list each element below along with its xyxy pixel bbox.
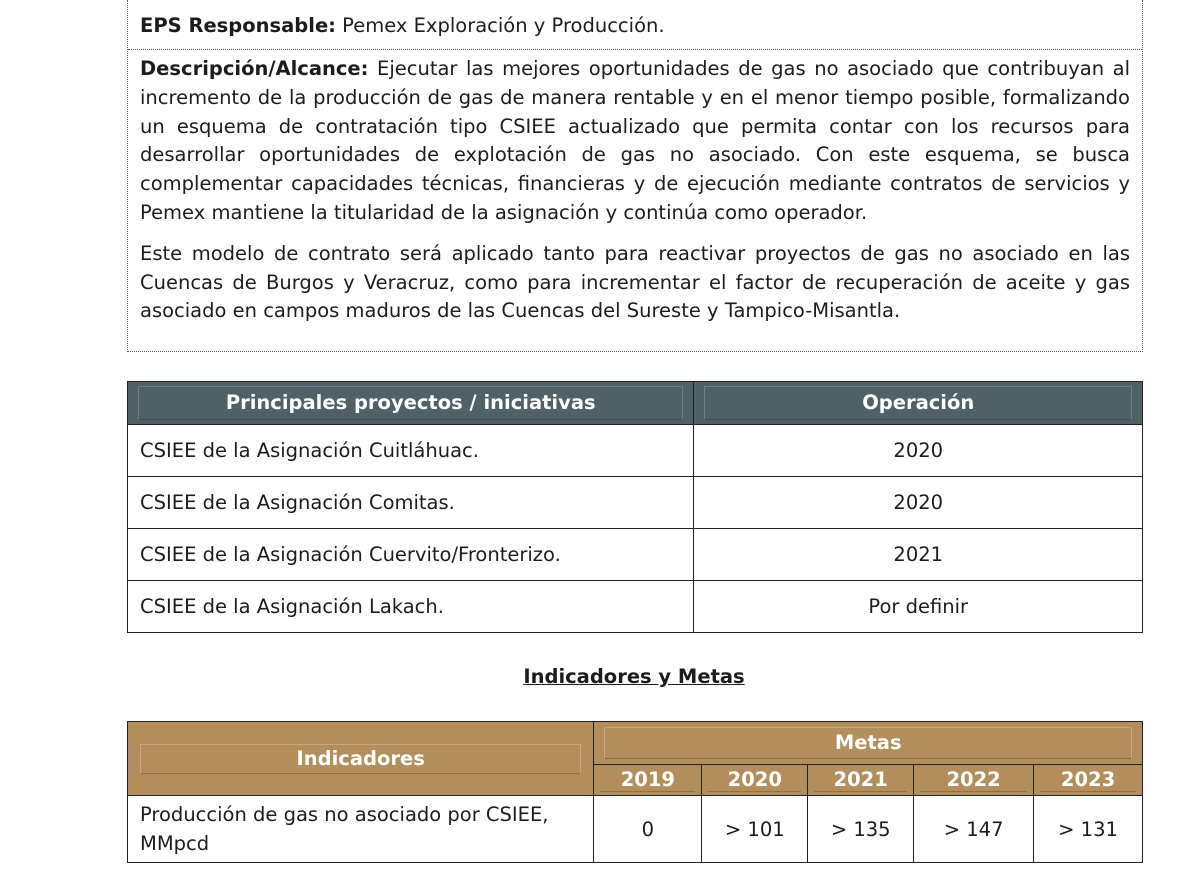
year-header: 2020 bbox=[702, 765, 808, 796]
eps-value: Pemex Exploración y Producción. bbox=[335, 14, 665, 37]
projects-header-row bbox=[128, 382, 1143, 425]
indicator-value: > 101 bbox=[702, 796, 808, 863]
project-operation: 2021 bbox=[694, 529, 1143, 581]
project-info-box bbox=[127, 0, 1143, 352]
project-name: CSIEE de la Asignación Cuervito/Fronterizo. bbox=[128, 529, 694, 581]
description-text: Ejecutar las mejores oportunidades de gas no asociado que contribuyan al incremento de la producción de gas de manera rentable y en el menor tiempo posible, formalizando un esquema de contratación tipo CSIEE actualizado que permita contar con los recursos para desarrollar oportunidades de explotación de gas no asociado. Con este esquema, se busca complementar capacidades técnicas, financieras y de ejecución mediante contratos de servicios y Pemex mantiene la titularidad de la asignación y continúa como operador. bbox=[140, 57, 1130, 224]
indicator-value: > 147 bbox=[914, 796, 1034, 863]
description-label: Descripción/Alcance: bbox=[140, 57, 369, 80]
indicators-header: Indicadores bbox=[128, 722, 594, 796]
description-paragraph-2: Este modelo de contrato será aplicado tanto para reactivar proyectos de gas no asociado en las Cuencas de Burgos y Veracruz, como para incrementar el factor de recuperación de aceite y gas asociado en campos maduros de las Cuencas del Sureste y Tampico-Misantla. bbox=[140, 241, 1130, 323]
projects-header-name: Principales proyectos / iniciativas bbox=[128, 382, 694, 425]
project-name: CSIEE de la Asignación Lakach. bbox=[128, 581, 694, 633]
table-row bbox=[128, 477, 1143, 529]
indicators-heading: Indicadores y Metas bbox=[523, 665, 745, 688]
indicator-name: Producción de gas no asociado por CSIEE, MMpcd bbox=[128, 796, 594, 863]
eps-row bbox=[128, 0, 1142, 50]
eps-label: EPS Responsable: bbox=[140, 14, 336, 37]
project-operation: 2020 bbox=[694, 425, 1143, 477]
project-name: CSIEE de la Asignación Comitas. bbox=[128, 477, 694, 529]
year-header: 2021 bbox=[808, 765, 914, 796]
indicators-header-row bbox=[128, 722, 1143, 765]
description-paragraph-1 bbox=[140, 55, 1130, 228]
projects-header-operation: Operación bbox=[694, 382, 1143, 425]
description-section bbox=[128, 50, 1142, 326]
year-header: 2019 bbox=[594, 765, 702, 796]
year-header: 2022 bbox=[914, 765, 1034, 796]
year-header: 2023 bbox=[1034, 765, 1143, 796]
project-operation: Por definir bbox=[694, 581, 1143, 633]
metas-header: Metas bbox=[594, 722, 1143, 765]
project-name: CSIEE de la Asignación Cuitláhuac. bbox=[128, 425, 694, 477]
table-row bbox=[128, 796, 1143, 863]
indicator-value: 0 bbox=[594, 796, 702, 863]
indicators-table bbox=[127, 721, 1143, 863]
indicator-value: > 135 bbox=[808, 796, 914, 863]
indicator-value: > 131 bbox=[1034, 796, 1143, 863]
project-operation: 2020 bbox=[694, 477, 1143, 529]
table-row bbox=[128, 425, 1143, 477]
table-row bbox=[128, 529, 1143, 581]
table-row bbox=[128, 581, 1143, 633]
projects-table bbox=[127, 381, 1143, 633]
